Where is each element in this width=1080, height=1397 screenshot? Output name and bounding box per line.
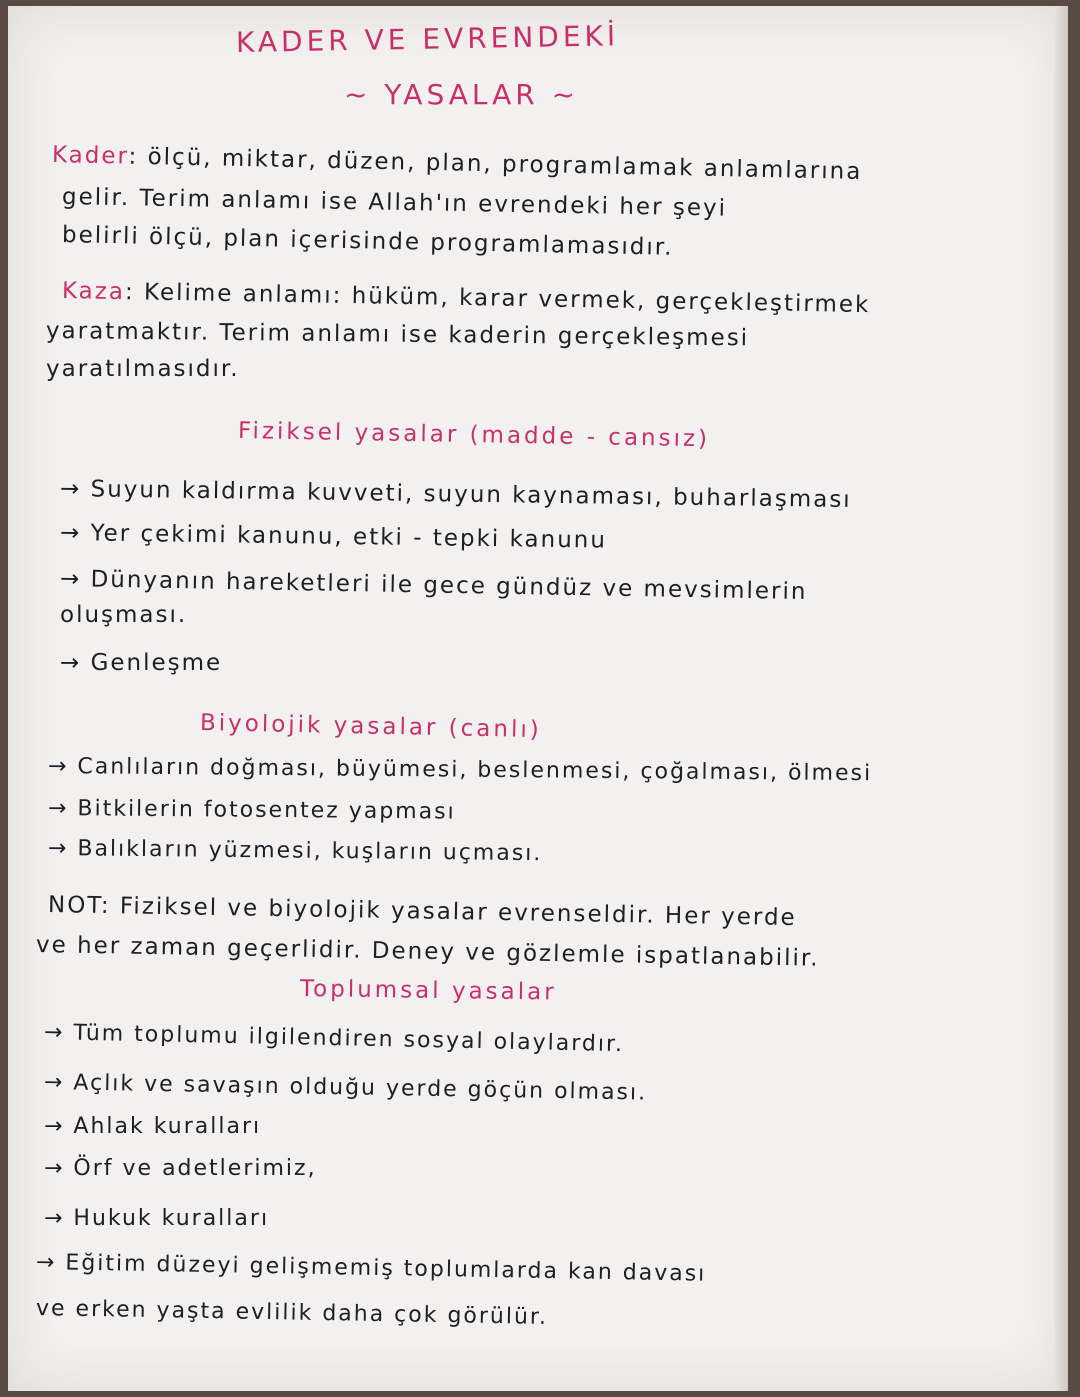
social-item-1: → Tüm toplumu ilgilendiren sosyal olaylardır. (43, 1020, 625, 1058)
kaza-line-1-text: : Kelime anlamı: hüküm, karar vermek, gerçekleştirmek (124, 279, 871, 319)
physical-heading-label: Fiziksel (237, 418, 345, 446)
kaza-term: Kaza (61, 278, 126, 306)
biological-item-3: → Balıkların yüzmesi, kuşların uçması. (47, 836, 543, 867)
kader-term: Kader (51, 142, 129, 170)
social-heading: Toplumsal yasalar (299, 976, 557, 1006)
kader-line-1-text: : ölçü, miktar, düzen, plan, programlamak anlamlarına (128, 143, 863, 185)
title-line-1: KADER VE EVRENDEKİ (235, 19, 620, 59)
biological-heading: Biyolojik yasalar (canlı) (199, 710, 543, 744)
physical-heading-rest: yasalar (madde - cansız) (354, 420, 711, 453)
page-edge (1054, 6, 1068, 1391)
social-item-4: → Örf ve adetlerimiz, (44, 1156, 317, 1181)
physical-item-4: → Genleşme (60, 650, 223, 676)
social-item-2: → Açlık ve savaşın olduğu yerde göçün olması. (43, 1070, 648, 1106)
physical-item-2: → Yer çekimi kanunu, etki - tepki kanunu (59, 520, 608, 554)
kaza-line-2: yaratmaktır. Terim anlamı ise kaderin gerçekleşmesi (45, 318, 750, 352)
biological-item-2: → Bitkilerin fotosentez yapması (47, 796, 456, 825)
physical-item-1: → Suyun kaldırma kuvveti, suyun kaynaması, buharlaşması (59, 476, 852, 514)
physical-item-3-cont: oluşması. (60, 602, 188, 628)
social-item-6-cont: ve erken yaşta evlilik daha çok görülür. (35, 1296, 549, 1330)
physical-item-3: → Dünyanın hareketleri ile gece gündüz ve mevsimlerin (59, 566, 808, 606)
kaza-line-3: yaratılmasıdır. (46, 356, 240, 382)
kader-line-3: belirli ölçü, plan içerisinde programlamasıdır. (61, 222, 674, 261)
notebook-page (8, 6, 1068, 1391)
social-item-5: → Hukuk kuralları (44, 1206, 270, 1231)
note-line-2: ve her zaman geçerlidir. Deney ve gözlemle ispatlanabilir. (35, 932, 820, 972)
biological-item-1: → Canlıların doğması, büyümesi, beslenmesi, çoğalması, ölmesi (47, 754, 873, 787)
kaza-line-1 (62, 278, 871, 318)
title-line-2: ~ YASALAR ~ (344, 78, 580, 111)
social-item-6: → Eğitim düzeyi gelişmemiş toplumlarda kan davası (35, 1250, 707, 1287)
physical-heading (238, 418, 710, 452)
kader-line-1 (52, 142, 863, 185)
social-item-3: → Ahlak kuralları (44, 1114, 262, 1139)
note-line-1: NOT: Fiziksel ve biyolojik yasalar evrenseldir. Her yerde (47, 892, 797, 932)
kader-line-2: gelir. Terim anlamı ise Allah'ın evrendeki her şeyi (61, 184, 728, 222)
